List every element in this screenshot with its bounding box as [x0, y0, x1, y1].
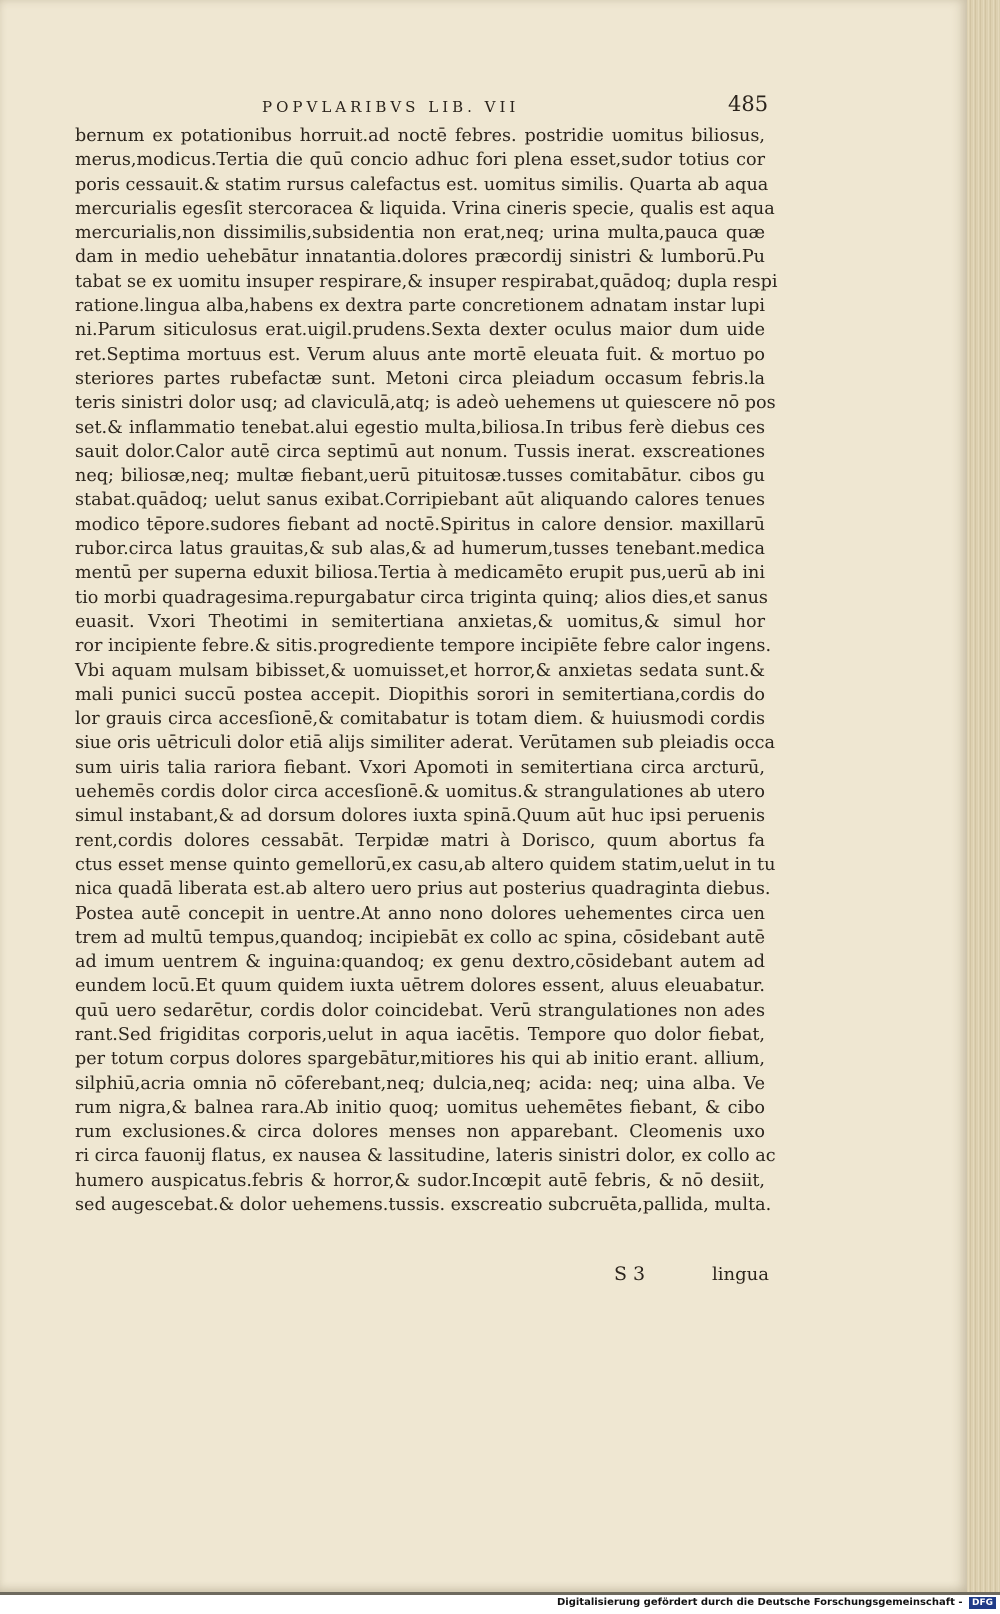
text-line: simul instabant,& ad dorsum dolores iuxta spinā.Quum aūt huc ipsi peruenis: [75, 806, 765, 827]
text-line: ri circa fauonij flatus, ex nausea & lassitudine, lateris sinistri dolor, ex collo ac: [75, 1146, 776, 1167]
text-line: nica quadā liberata est.ab altero uero prius aut posterius quadraginta diebus.: [75, 879, 771, 900]
text-line: siue oris uētriculi dolor etiā alijs similiter aderat. Verūtamen sub pleiadis occa: [75, 733, 775, 754]
text-line: mercurialis,non dissimilis,subsidentia non erat,neq; urina multa,pauca quæ: [75, 223, 765, 244]
text-line: mali punici succū postea accepit. Diopithis sorori in semitertiana,cordis do: [75, 684, 765, 705]
dfg-logo: DFG: [969, 1597, 996, 1609]
catchword: lingua: [712, 1264, 769, 1285]
text-line: uehemēs cordis dolor circa accesſionē.& uomitus.& strangulationes ab utero: [75, 782, 765, 803]
text-line: ror incipiente febre.& sitis.progrediente tempore incipiēte febre calor ingens.: [75, 636, 772, 657]
text-line: bernum ex potationibus horruit.ad noctē febres. postridie uomitus biliosus,: [75, 126, 765, 146]
text-line: rant.Sed frigiditas corporis,uelut in aqua iacētis. Tempore quo dolor fiebat,: [75, 1024, 765, 1045]
text-line: rubor.circa latus grauitas,& sub alas,& ad humerum,tusses tenebant.medica: [75, 539, 765, 560]
text-line: sauit dolor.Calor autē circa septimū aut nonum. Tussis inerat. exscreationes: [75, 441, 765, 462]
text-line: rent,cordis dolores cessabāt. Terpidæ matri à Dorisco, quum abortus fa: [75, 830, 765, 851]
text-line: humero auspicatus.febris & horror,& sudor.Incœpit autē febris, & nō desiit,: [75, 1170, 765, 1191]
text-line: ad imum uentrem & inguina:quandoq; ex genu dextro,cōsidebant autem ad: [75, 952, 765, 973]
text-line: eundem locū.Et quum quidem iuxta uētrem dolores essent, aluus eleuabatur.: [75, 976, 765, 997]
text-line: mercurialis egesſit stercoracea & liquida. Vrina cineris specie, qualis est aqua: [75, 198, 775, 219]
text-line: set.& inflammatio tenebat.alui egestio multa,biliosa.In tribus ferè diebus ces: [75, 417, 765, 438]
text-line: trem ad multū tempus,quandoq; incipiebāt ex collo ac spina, cōsidebant autē: [75, 927, 765, 948]
text-line: Vbi aquam mulsam bibisset,& uomuisset,et horror,& anxietas sedata sunt.&: [75, 660, 765, 681]
page-edge: [967, 0, 1000, 1592]
text-line: rum nigra,& balnea rara.Ab initio quoq; uomitus uehemētes fiebant, & cibo: [75, 1097, 765, 1118]
text-line: quū uero sedarētur, cordis dolor coincidebat. Verū strangulationes non ades: [75, 1000, 765, 1021]
footer-bar: [0, 1595, 1000, 1614]
text-line: tio morbi quadragesima.repurgabatur circa triginta quinq; alios dies,et sanus: [75, 587, 768, 608]
text-line: dam in medio uehebātur innatantia.dolores præcordij sinistri & lumborū.Pu: [75, 247, 765, 268]
text-line: tabat se ex uomitu insuper respirare,& insuper respirabat,quādoq; dupla respi: [75, 271, 778, 292]
body-text: [75, 124, 778, 1217]
text-line: poris cessauit.& statim rursus calefactus est. uomitus similis. Quarta ab aqua: [75, 174, 769, 195]
text-line: ret.Septima mortuus est. Verum aluus ante mortē eleuata fuit. & mortuo po: [75, 344, 765, 365]
text-line: sed augescebat.& dolor uehemens.tussis. exscreatio subcruēta,pallida, multa.: [75, 1195, 772, 1216]
text-line: ni.Parum siticulosus erat.uigil.prudens.Sexta dexter oculus maior dum uide: [75, 320, 765, 341]
text-line: sum uiris talia rariora fiebant. Vxori Apomoti in semitertiana circa arcturū,: [75, 757, 765, 778]
text-line: teris sinistri dolor usq; ad claviculā,atq; is adeò uehemens ut quiescere nō pos: [75, 393, 776, 414]
signature-mark: S 3: [614, 1263, 646, 1285]
text-line: ctus esset mense quinto gemellorū,ex casu,ab altero quidem statim,uelut in tu: [75, 854, 776, 875]
running-head-title: POPVLARIBVS LIB. VII: [262, 98, 520, 116]
text-line: modico tēpore.sudores fiebant ad noctē.Spiritus in calore densior. maxillarū: [75, 514, 765, 535]
footer-credit: [557, 1597, 996, 1609]
text-line: steriores partes rubefactæ sunt. Metoni circa pleiadum occasum febris.la: [75, 368, 765, 389]
text-line: merus,modicus.Tertia die quū concio adhuc fori plena esset,sudor totius cor: [75, 150, 765, 171]
text-line: ratione.lingua alba,habens ex dextra parte concretionem adnatam instar lupi: [75, 296, 765, 317]
text-line: silphiū,acria omnia nō cōferebant,neq; dulcia,neq; acida: neq; uina alba. Ve: [75, 1073, 765, 1094]
text-line: mentū per superna eduxit biliosa.Tertia à medicamēto erupit pus,uerū ab ini: [75, 563, 765, 584]
text-line: lor grauis circa accesſionē,& comitabatur is totam diem. & huiusmodi cordis: [75, 709, 765, 730]
text-line: stabat.quādoq; uelut sanus exibat.Corripiebant aūt aliquando calores tenues: [75, 490, 765, 511]
text-line: per totum corpus dolores spargebātur,mitiores his qui ab initio erant. allium,: [75, 1049, 765, 1070]
text-line: rum exclusiones.& circa dolores menses non apparebant. Cleomenis uxo: [75, 1122, 765, 1143]
signature-line: [614, 1263, 774, 1289]
text-line: euasit. Vxori Theotimi in semitertiana anxietas,& uomitus,& simul hor: [75, 611, 765, 632]
text-line: neq; biliosæ,neq; multæ fiebant,uerū pituitosæ.tusses comitabātur. cibos gu: [75, 466, 765, 487]
footer-credit-text: Digitalisierung gefördert durch die Deutsche Forschungsgemeinschaft -: [556, 1597, 963, 1608]
text-line: Postea autē concepit in uentre.At anno nono dolores uehementes circa uen: [75, 903, 765, 924]
page-number: 485: [728, 92, 769, 116]
